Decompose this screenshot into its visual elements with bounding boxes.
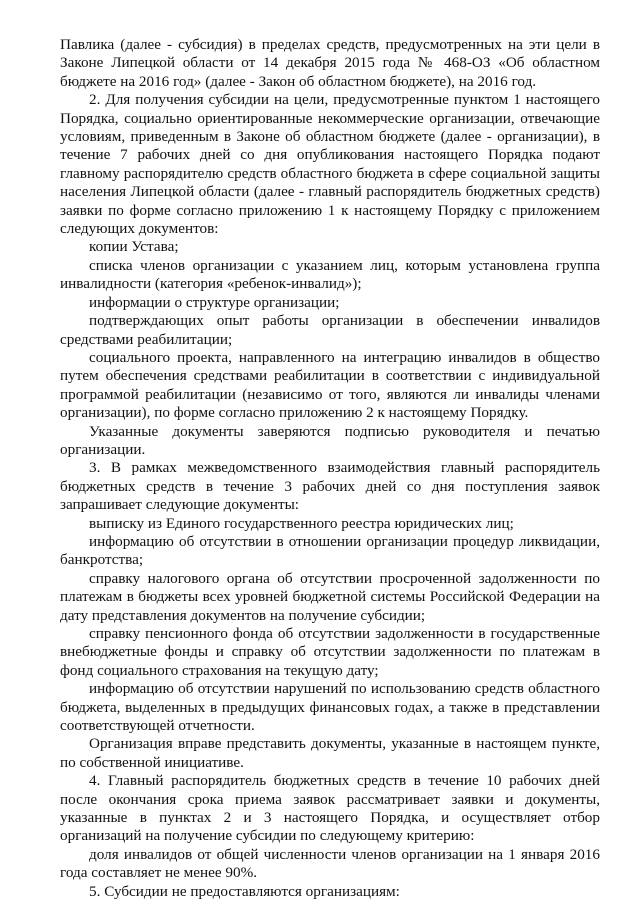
list-item-experience: подтверждающих опыт работы организации в обеспечении инвалидов средствами реабилитации; xyxy=(60,312,600,348)
list-item-social-project: социального проекта, направленного на интеграцию инвалидов в общество путем обеспечения средствами реабилитации в соответствии с индивидуальной программой реабилитации (независимо от того, являются ли инвалиды членами организации), по форме согласно приложению 2 к настоящему Порядку. xyxy=(60,348,600,422)
list-item-pension-certificate: справку пенсионного фонда об отсутствии задолженности в государственные внебюджетные фонды и справку об отсутствии задолженности по платежам в фонд социального страхования на текущую дату; xyxy=(60,625,600,679)
list-item-violations-info: информацию об отсутствии нарушений по использованию средств областного бюджета, выделенных в предыдущих финансовых годах, а также в представлении соответствующей отчетности. xyxy=(60,680,600,735)
paragraph-clause-4: 4. Главный распорядитель бюджетных средств в течение 10 рабочих дней после окончания срока приема заявок рассматривает заявки и документы, указанные в пунктах 2 и 3 настоящего Порядка, и осуществляет отбор организаций на получение субсидии по следующему критерию: xyxy=(60,772,600,845)
list-item-registry-extract: выписку из Единого государственного реестра юридических лиц; xyxy=(89,514,514,532)
list-item-structure: информации о структуре организации; xyxy=(89,293,340,311)
paragraph-subsidy-intro: Павлика (далее - субсидия) в пределах средств, предусмотренных на эти цели в Законе Липецкой области от 14 декабря 2015 года № 468-ОЗ «Об областном бюджете на 2016 год» (далее - Закон об областном бюджете), на 2016 год. xyxy=(60,36,600,90)
paragraph-certification: Указанные документы заверяются подписью руководителя и печатью организации. xyxy=(60,422,600,458)
list-item-criterion: доля инвалидов от общей численности членов организации на 1 января 2016 года составляет не менее 90%. xyxy=(60,845,600,882)
paragraph-clause-5: 5. Субсидии не предоставляются организациям: xyxy=(89,882,400,900)
list-item-charter: копии Устава; xyxy=(89,238,179,256)
list-item-liquidation-info: информацию об отсутствии в отношении организации процедур ликвидации, банкротства; xyxy=(60,532,600,569)
paragraph-own-initiative: Организация вправе представить документы, указанные в настоящем пункте, по собственной инициативе. xyxy=(60,735,600,771)
list-item-members-list: списка членов организации с указанием лиц, которым установлена группа инвалидности (категория «ребенок-инвалид»); xyxy=(60,256,600,293)
paragraph-clause-2: 2. Для получения субсидии на цели, предусмотренные пунктом 1 настоящего Порядка, социально ориентированные некоммерческие организации, отвечающие условиям, приведенным в Законе об областном бюджете (далее - организации), в течение 7 рабочих дней со дня опубликования настоящего Порядка подают главному распорядителю средств областного бюджета в сфере социальной защиты населения Липецкой области (далее - главный распорядитель бюджетных средств) заявки по форме согласно приложению 1 к настоящему Порядку с приложением следующих документов: xyxy=(60,91,600,238)
list-item-tax-certificate: справку налогового органа об отсутствии просроченной задолженности по платежам в бюджеты всех уровней бюджетной системы Российской Федерации на дату представления документов на получение субсидии; xyxy=(60,569,600,624)
paragraph-clause-3: 3. В рамках межведомственного взаимодействия главный распорядитель бюджетных средств в течение 3 рабочих дней со дня поступления заявок запрашивает следующие документы: xyxy=(60,459,600,514)
